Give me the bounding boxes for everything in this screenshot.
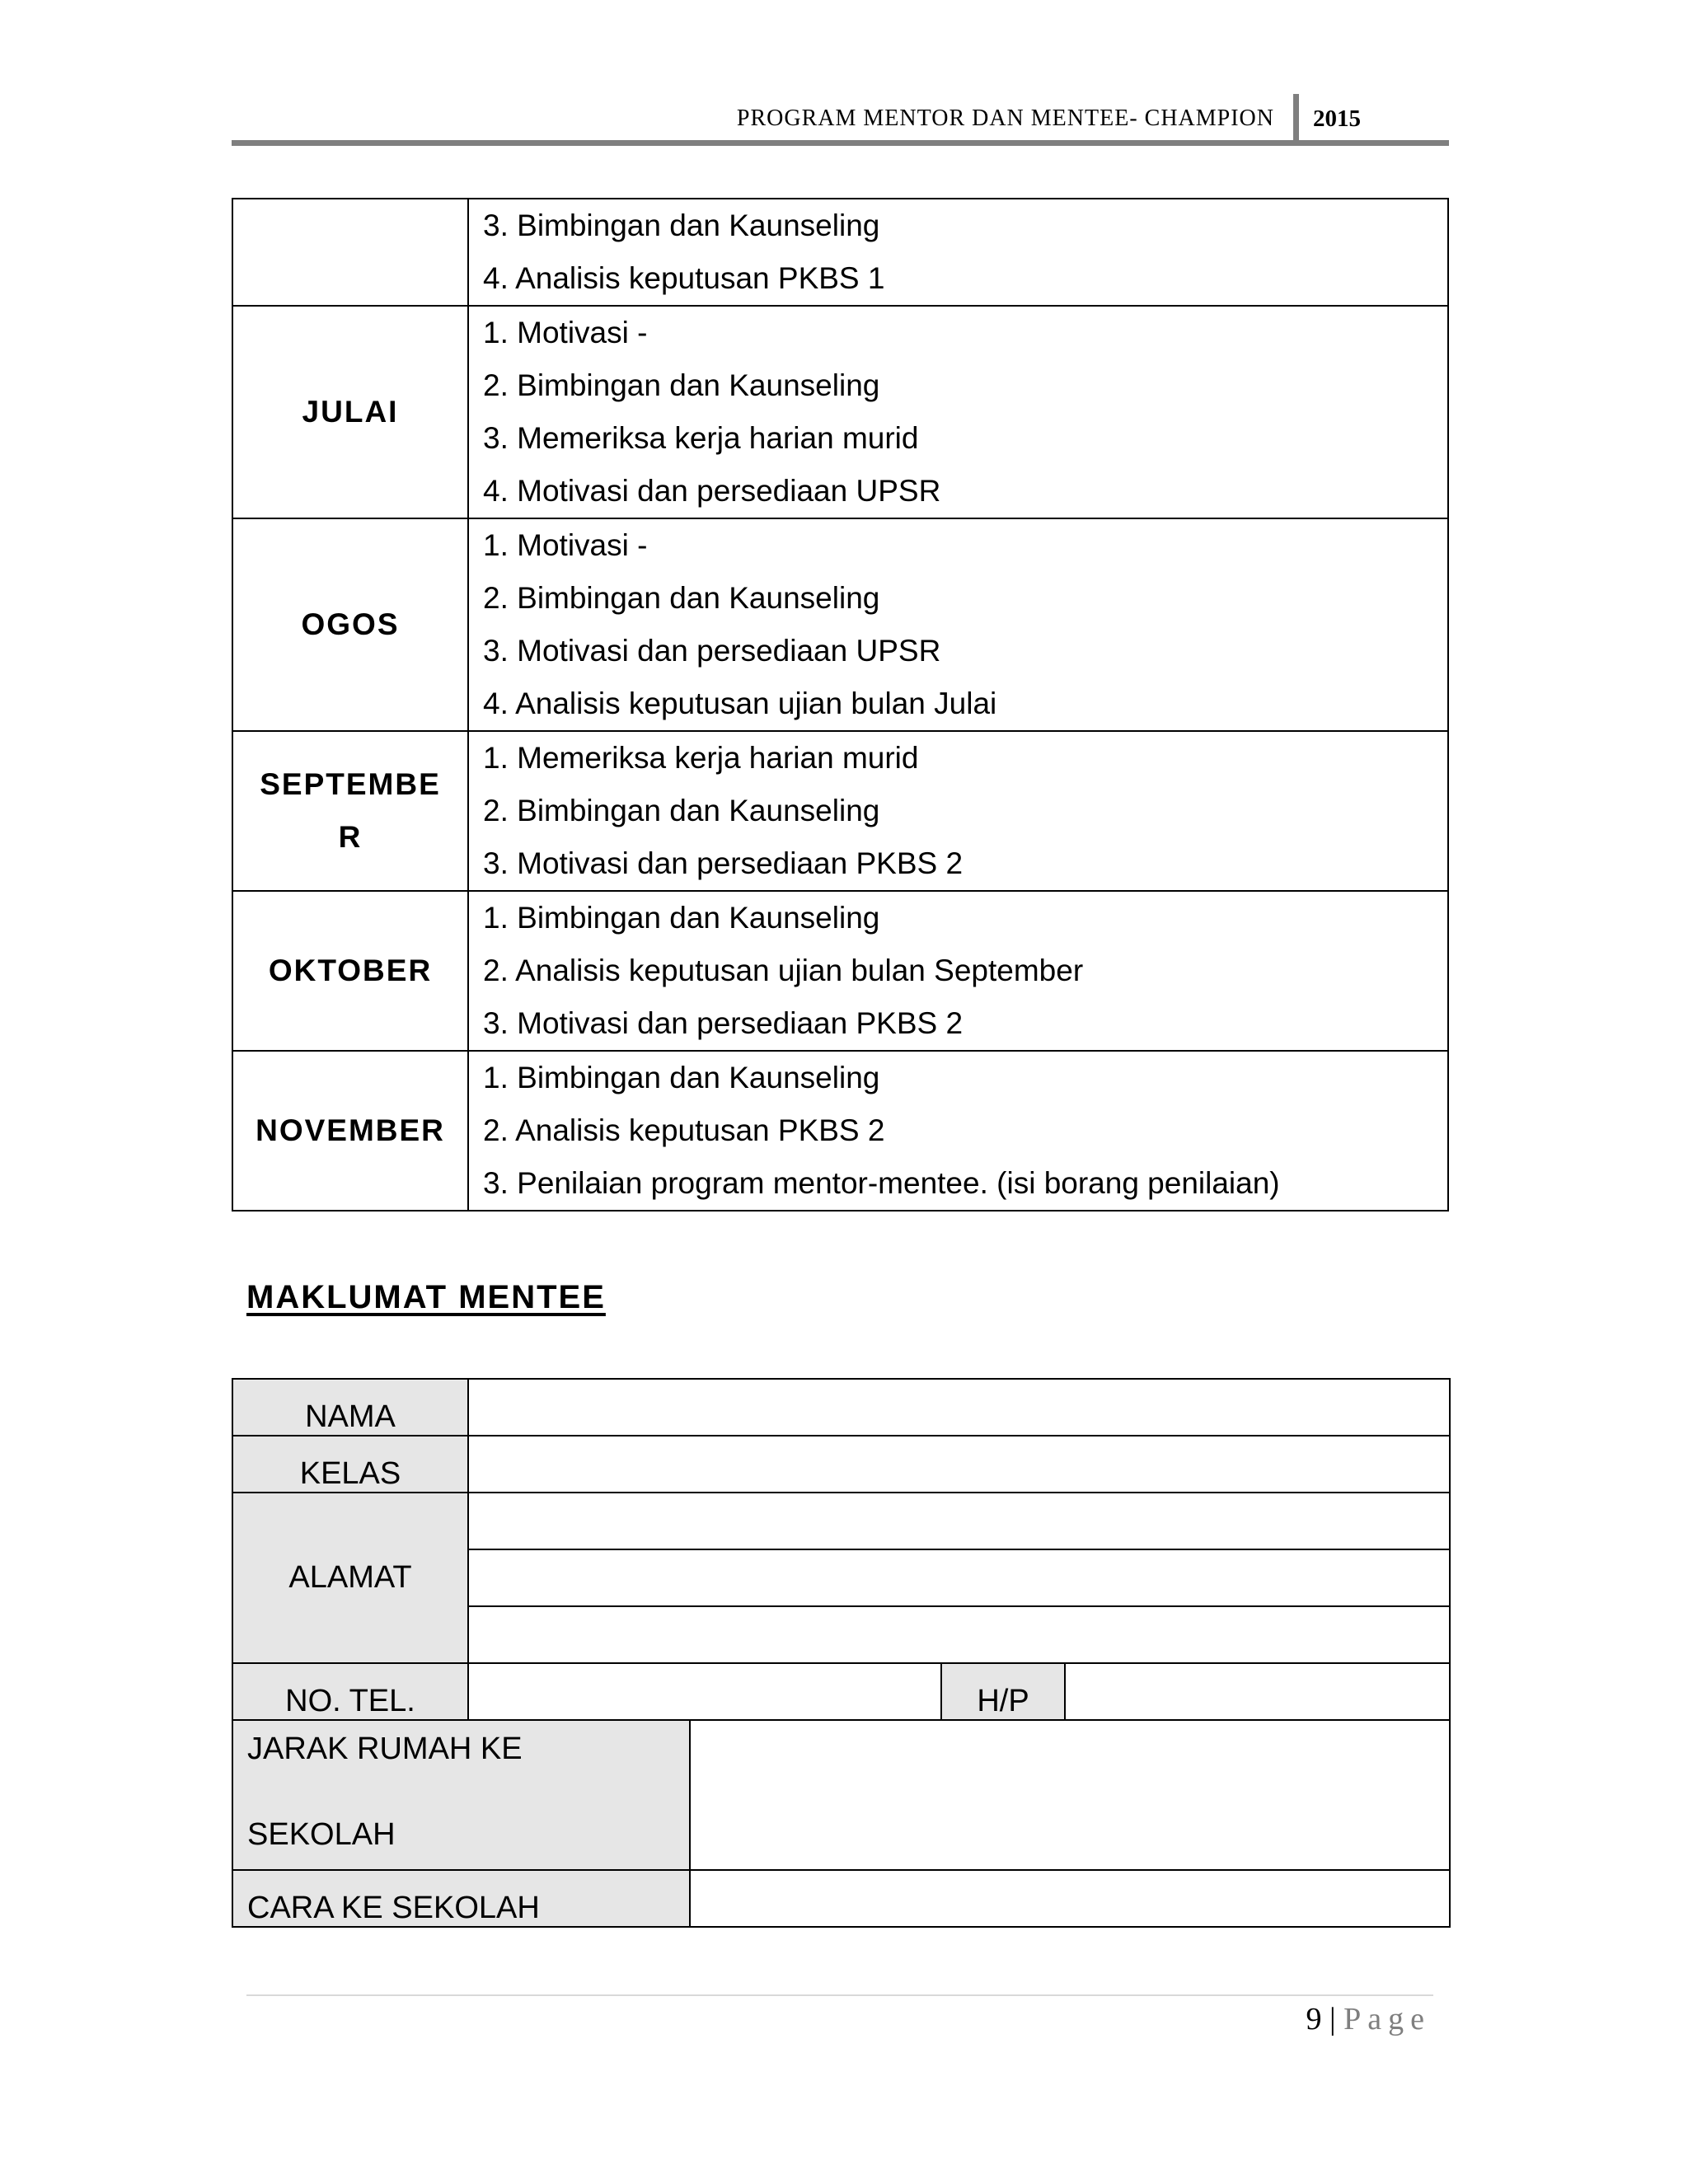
month-cell xyxy=(232,731,468,891)
schedule-row xyxy=(232,731,1448,891)
activity-item: 3. Bimbingan dan Kaunseling xyxy=(483,209,880,242)
jarak-field[interactable] xyxy=(690,1720,1450,1870)
hp-label: H/P xyxy=(941,1663,1065,1720)
jarak-label-line2: SEKOLAH xyxy=(247,1817,396,1852)
activity-item: 4. Analisis keputusan PKBS 1 xyxy=(483,261,885,295)
kelas-field[interactable] xyxy=(468,1436,1450,1493)
activity-item: 2. Bimbingan dan Kaunseling xyxy=(483,794,880,827)
alamat-field-line3[interactable] xyxy=(468,1606,1450,1663)
schedule-row xyxy=(232,306,1448,518)
schedule-row xyxy=(232,518,1448,731)
header-separator xyxy=(1293,94,1299,143)
jarak-label-line1: JARAK RUMAH KE xyxy=(247,1732,523,1766)
form-row-nama xyxy=(232,1379,1450,1436)
header-year: 2015 xyxy=(1313,105,1361,132)
page-number: 9 xyxy=(1306,2002,1322,2036)
form-row-alamat xyxy=(232,1493,1450,1549)
footer-separator: | xyxy=(1329,2002,1336,2036)
schedule-table xyxy=(232,198,1449,1212)
month-label-line1: SEPTEMBE xyxy=(260,767,441,801)
nama-field[interactable] xyxy=(468,1379,1450,1436)
activities-cell xyxy=(468,891,1448,1051)
activities-cell xyxy=(468,199,1448,306)
month-cell: OKTOBER xyxy=(232,891,468,1051)
form-row-cara xyxy=(232,1870,1450,1927)
mentee-form xyxy=(232,1378,1451,1928)
footer-rule xyxy=(246,1994,1433,1996)
activity-item: 3. Motivasi dan persediaan PKBS 2 xyxy=(483,846,964,880)
page-label: Page xyxy=(1343,2002,1431,2036)
schedule-row xyxy=(232,891,1448,1051)
activities-cell xyxy=(468,518,1448,731)
activity-item: 3. Motivasi dan persediaan PKBS 2 xyxy=(483,1006,964,1040)
hp-field[interactable] xyxy=(1065,1663,1450,1720)
schedule-row xyxy=(232,199,1448,306)
activity-item: 4. Motivasi dan persediaan UPSR xyxy=(483,474,941,508)
activity-item: 1. Bimbingan dan Kaunseling xyxy=(483,1061,880,1094)
activity-item: 1. Motivasi - xyxy=(483,528,648,562)
alamat-label: ALAMAT xyxy=(232,1493,468,1663)
activity-item: 2. Analisis keputusan ujian bulan September xyxy=(483,954,1084,987)
activities-cell xyxy=(468,731,1448,891)
section-title: MAKLUMAT MENTEE xyxy=(246,1279,606,1315)
month-cell: JULAI xyxy=(232,306,468,518)
month-cell xyxy=(232,199,468,306)
alamat-field-line1[interactable] xyxy=(468,1493,1450,1549)
activity-item: 4. Analisis keputusan ujian bulan Julai xyxy=(483,687,997,720)
month-label-line2: R xyxy=(338,820,363,854)
activity-item: 2. Bimbingan dan Kaunseling xyxy=(483,368,880,402)
activity-item: 2. Analisis keputusan PKBS 2 xyxy=(483,1113,885,1147)
kelas-label: KELAS xyxy=(232,1436,468,1493)
cara-field[interactable] xyxy=(690,1870,1450,1927)
nama-label: NAMA xyxy=(232,1379,468,1436)
page-header xyxy=(232,89,1449,147)
activity-item: 3. Penilaian program mentor-mentee. (isi borang penilaian) xyxy=(483,1166,1280,1200)
alamat-field-line2[interactable] xyxy=(468,1549,1450,1606)
form-row-jarak xyxy=(232,1720,1450,1870)
header-rule xyxy=(232,140,1449,146)
form-row-kelas xyxy=(232,1436,1450,1493)
activity-item: 3. Memeriksa kerja harian murid xyxy=(483,421,919,455)
activity-item: 2. Bimbingan dan Kaunseling xyxy=(483,581,880,615)
jarak-label xyxy=(232,1720,690,1870)
month-cell: OGOS xyxy=(232,518,468,731)
activity-item: 3. Motivasi dan persediaan UPSR xyxy=(483,634,941,668)
header-title: PROGRAM MENTOR DAN MENTEE- CHAMPION xyxy=(736,105,1274,131)
cara-label: CARA KE SEKOLAH xyxy=(232,1870,690,1927)
activities-cell xyxy=(468,306,1448,518)
schedule-row xyxy=(232,1051,1448,1211)
activity-item: 1. Motivasi - xyxy=(483,316,648,349)
activity-item: 1. Memeriksa kerja harian murid xyxy=(483,741,919,775)
form-row-telefon xyxy=(232,1663,1450,1720)
activity-item: 1. Bimbingan dan Kaunseling xyxy=(483,901,880,935)
no-tel-field[interactable] xyxy=(468,1663,941,1720)
page-footer xyxy=(1306,2001,1431,2037)
month-cell: NOVEMBER xyxy=(232,1051,468,1211)
activities-cell xyxy=(468,1051,1448,1211)
no-tel-label: NO. TEL. xyxy=(232,1663,468,1720)
